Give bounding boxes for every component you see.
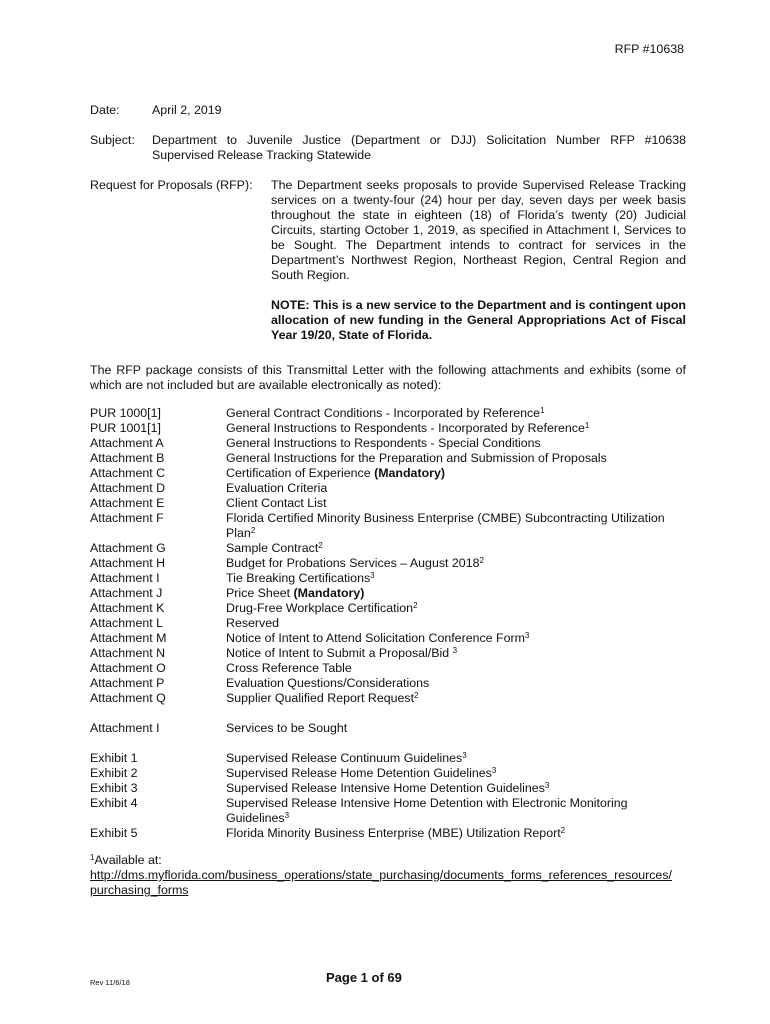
attachments-footnote-ref: 2	[413, 601, 418, 610]
attachments-desc-text: Notice of Intent to Submit a Proposal/Bid	[226, 646, 453, 660]
exhibits-code: Exhibit 5	[90, 826, 138, 840]
attachments-desc	[226, 406, 676, 421]
rfp-label: Request for Proposals (RFP):	[90, 178, 253, 192]
attachments-desc-text: Client Contact List	[226, 496, 327, 510]
attachments-mandatory-flag: (Mandatory)	[374, 466, 445, 480]
attachments-footnote-ref: 1	[584, 421, 590, 430]
exhibits-desc-text: Supervised Release Intensive Home Detention Guidelines	[226, 781, 545, 795]
services-desc: Services to be Sought	[226, 721, 348, 735]
exhibits-row	[90, 796, 690, 826]
link-line-1[interactable]: http://dms.myflorida.com/business_operations/state_purchasing/documents_forms_references_resources/	[90, 868, 672, 882]
attachments-code: Attachment N	[90, 646, 166, 660]
attachments-desc-text: Drug-Free Workplace Certification	[226, 601, 414, 615]
attachments-code: Attachment L	[90, 616, 164, 630]
date-label: Date:	[90, 103, 120, 117]
attachments-row	[90, 661, 690, 676]
exhibits-desc-text: Supervised Release Home Detention Guidelines	[226, 766, 492, 780]
attachments-row	[90, 451, 690, 466]
attachments-desc	[226, 586, 676, 601]
attachments-row	[90, 421, 690, 436]
attachments-row	[90, 496, 690, 511]
link-line-2[interactable]: purchasing_forms	[90, 883, 189, 897]
attachments-code: Attachment D	[90, 481, 166, 495]
attachments-code: Attachment M	[90, 631, 167, 645]
subject-label: Subject:	[90, 133, 135, 147]
attachments-row	[90, 691, 690, 706]
attachments-row	[90, 556, 690, 571]
attachments-code: Attachment B	[90, 451, 165, 465]
purchasing-forms-link[interactable]	[90, 868, 690, 898]
exhibits-row	[90, 781, 690, 796]
exhibits-desc-text: Florida Minority Business Enterprise (MBE) Utilization Report	[226, 826, 561, 840]
attachments-footnote-ref: 1	[540, 406, 545, 415]
attachments-desc-text: General Instructions to Respondents - Incorporated by Reference	[226, 421, 585, 435]
attachments-row	[90, 676, 690, 691]
attachments-row	[90, 571, 690, 586]
exhibits-code: Exhibit 4	[90, 796, 138, 810]
attachments-desc-text: General Contract Conditions - Incorporated by Reference	[226, 406, 541, 420]
attachments-desc	[226, 661, 676, 676]
exhibits-desc-text: Supervised Release Continuum Guidelines	[226, 751, 463, 765]
attachments-desc-text: Reserved	[226, 616, 280, 630]
footnote	[90, 853, 690, 898]
attachments-desc-text: Florida Certified Minority Business Enterprise (CMBE) Subcontracting Utilization Plan	[226, 511, 665, 540]
attachments-code: Attachment K	[90, 601, 165, 615]
attachments-desc	[226, 646, 676, 661]
attachments-desc-text: Evaluation Criteria	[226, 481, 328, 495]
funding-note: NOTE: This is a new service to the Department and is contingent upon allocation of new funding in the General Appropriations Act of Fiscal Year 19/20, State of Florida.	[271, 298, 686, 342]
attachments-desc	[226, 451, 676, 466]
date-value: April 2, 2019	[152, 103, 222, 117]
attachments-code: Attachment G	[90, 541, 166, 555]
attachments-desc	[226, 556, 676, 571]
attachments-code: PUR 1000[1]	[90, 406, 161, 420]
exhibits-code: Exhibit 2	[90, 766, 138, 780]
attachments-code: Attachment C	[90, 466, 166, 480]
attachments-desc	[226, 421, 676, 436]
attachments-desc	[226, 511, 676, 541]
exhibits-row	[90, 826, 690, 841]
attachments-desc	[226, 676, 676, 691]
attachments-desc-text: Cross Reference Table	[226, 661, 352, 675]
attachments-desc-text: Evaluation Questions/Considerations	[226, 676, 430, 690]
attachments-desc	[226, 631, 676, 646]
attachments-code: Attachment E	[90, 496, 165, 510]
attachments-footnote-ref: 2	[250, 526, 256, 535]
attachments-footnote-ref: 3	[452, 646, 458, 655]
attachments-code: Attachment A	[90, 436, 164, 450]
attachments-desc	[226, 436, 676, 451]
attachments-row	[90, 601, 690, 616]
attachments-footnote-ref: 2	[414, 691, 419, 700]
attachments-desc	[226, 616, 676, 631]
attachments-desc	[226, 691, 676, 706]
attachments-row	[90, 436, 690, 451]
attachments-row	[90, 616, 690, 631]
attachments-desc-text: Price Sheet	[226, 586, 294, 600]
attachments-desc-text: Certification of Experience	[226, 466, 375, 480]
attachments-desc-text: Tie Breaking Certifications	[226, 571, 371, 585]
footnote-label	[90, 853, 690, 868]
exhibits-desc	[226, 826, 676, 841]
attachments-desc-text: Sample Contract	[226, 541, 319, 555]
attachments-row	[90, 481, 690, 496]
exhibits-desc	[226, 781, 676, 796]
rfp-description: The Department seeks proposals to provide Supervised Release Tracking services on a twenty-four (24) hour per day, seven days per week basis throughout the state in eighteen (18) of Florida’s twenty (20) Judicial Circuits, starting October 1, 2019, as specified in Attachment I, Services to be Sought. The Department intends to contract for services in the Department’s Northwest Region, Northeast Region, Central Region and South Region.	[271, 178, 686, 282]
attachments-desc-text: Notice of Intent to Attend Solicitation Conference Form	[226, 631, 525, 645]
exhibits-footnote-ref: 3	[284, 811, 290, 820]
services-code: Attachment I	[90, 721, 160, 735]
attachments-row	[90, 631, 690, 646]
attachments-footnote-ref: 2	[479, 556, 484, 565]
attachments-footnote-ref: 3	[370, 571, 375, 580]
attachments-desc-text: Budget for Probations Services – August 2018	[226, 556, 480, 570]
exhibits-footnote-ref: 2	[560, 826, 566, 835]
exhibits-row	[90, 766, 690, 781]
attachments-desc-text: General Instructions to Respondents - Special Conditions	[226, 436, 541, 450]
attachments-desc	[226, 571, 676, 586]
attachments-mandatory-flag: (Mandatory)	[293, 586, 365, 600]
attachments-desc	[226, 481, 676, 496]
attachments-row	[90, 586, 690, 601]
attachments-row	[90, 466, 690, 481]
attachments-group	[90, 406, 690, 706]
exhibits-desc	[226, 751, 676, 766]
exhibits-group	[90, 751, 690, 841]
attachments-desc	[226, 601, 676, 616]
exhibits-footnote-ref: 3	[544, 781, 550, 790]
exhibits-row	[90, 751, 690, 766]
attachments-row	[90, 541, 690, 556]
attachments-code: PUR 1001[1]	[90, 421, 161, 435]
attachments-desc	[226, 541, 676, 556]
rfp-number-header: RFP #10638	[614, 42, 684, 56]
attachments-footnote-ref: 3	[524, 631, 530, 640]
attachments-code: Attachment I	[90, 571, 160, 585]
revision-date: Rev 11/6/18	[90, 978, 130, 987]
exhibits-footnote-ref: 3	[491, 766, 497, 775]
attachments-code: Attachment Q	[90, 691, 166, 705]
attachments-code: Attachment O	[90, 661, 166, 675]
footnote-text: Available at:	[94, 853, 162, 867]
attachments-footnote-ref: 2	[318, 541, 323, 550]
attachment-list	[90, 406, 690, 841]
attachments-desc-text: General Instructions for the Preparation and Submission of Proposals	[226, 451, 607, 465]
services-row	[90, 721, 690, 736]
exhibits-desc-text: Supervised Release Intensive Home Detention with Electronic Monitoring Guidelines	[226, 796, 628, 825]
attachments-desc	[226, 466, 676, 481]
attachments-desc-text: Supplier Qualified Report Request	[226, 691, 415, 705]
attachments-row	[90, 406, 690, 421]
package-intro: The RFP package consists of this Transmittal Letter with the following attachments and exhibits (some of which are not included but are available electronically as noted):	[90, 363, 686, 392]
exhibits-desc	[226, 766, 676, 781]
footnote-sup: 1	[90, 853, 95, 862]
attachments-code: Attachment F	[90, 511, 164, 525]
exhibits-desc	[226, 796, 676, 826]
attachments-code: Attachment H	[90, 556, 166, 570]
attachments-code: Attachment J	[90, 586, 163, 600]
page-number: Page 1 of 69	[326, 970, 402, 985]
subject-text: Department to Juvenile Justice (Department or DJJ) Solicitation Number RFP #10638 Supervised Release Tracking Statewide	[152, 133, 686, 162]
exhibits-code: Exhibit 1	[90, 751, 138, 765]
attachments-desc	[226, 496, 676, 511]
attachments-row	[90, 511, 690, 541]
exhibits-footnote-ref: 3	[462, 751, 467, 760]
exhibits-code: Exhibit 3	[90, 781, 138, 795]
attachments-code: Attachment P	[90, 676, 165, 690]
attachments-row	[90, 646, 690, 661]
